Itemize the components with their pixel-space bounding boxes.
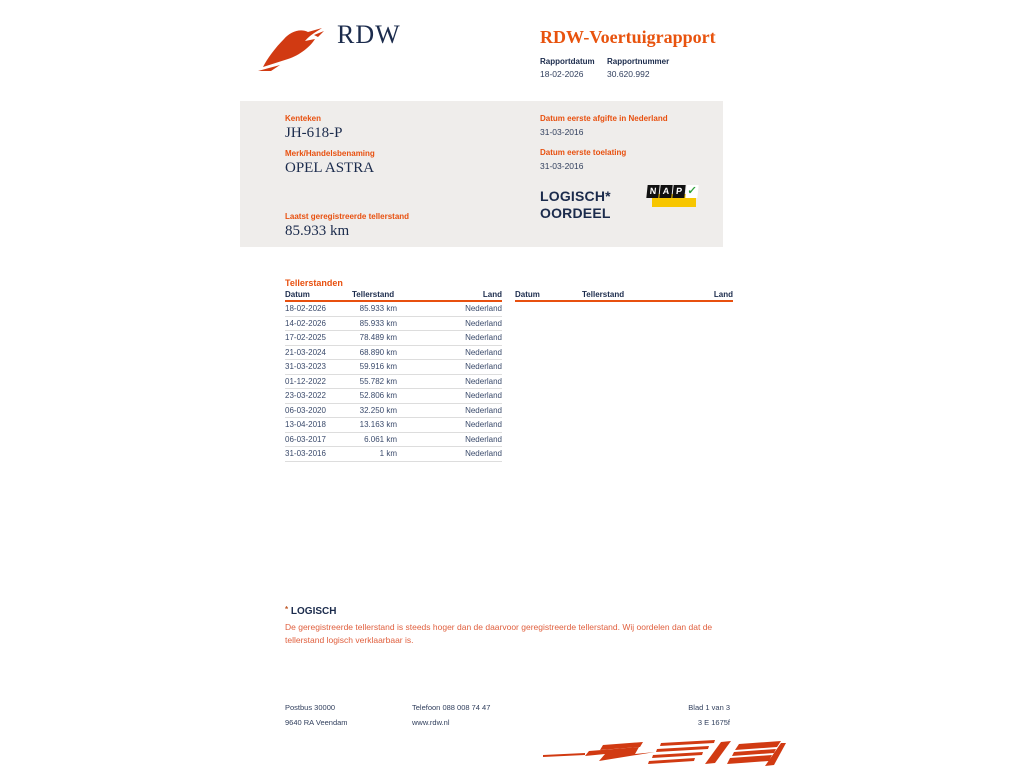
footnote-title-text: LOGISCH	[290, 606, 337, 617]
rdw-logo-icon	[258, 26, 334, 72]
tellerstand-label: Laatst geregistreerde tellerstand	[285, 212, 410, 221]
footnote-text: De geregistreerde tellerstand is steeds hoger dan de daarvoor geregistreerde tellerstand. Wij oordelen dan dat de tellerstand logisch verklaarbaar is.	[285, 622, 713, 645]
table-row: 21-03-2024 68.890 km Nederland	[285, 346, 502, 361]
eerste-toelating-label: Datum eerste toelating	[540, 148, 627, 157]
table-header	[515, 290, 733, 302]
col-header-tellerstand: Tellerstand	[352, 290, 395, 299]
nap-letter-a: A	[659, 185, 672, 198]
kenteken-label: Kenteken	[285, 114, 322, 123]
table-header	[285, 290, 502, 302]
table-row: 18-02-2026 85.933 km Nederland	[285, 302, 502, 317]
footer-contact	[412, 700, 490, 730]
col-header-land: Land	[713, 290, 733, 299]
eerste-toelating-value: 31-03-2016	[540, 161, 584, 171]
report-title: RDW-Voertuigrapport	[540, 27, 716, 47]
col-header-datum: Datum	[515, 290, 540, 299]
footer-phone: Telefoon 088 008 74 47	[412, 703, 491, 712]
table-row: 17-02-2025 78.489 km Nederland	[285, 331, 502, 346]
table-row: 01-12-2022 55.782 km Nederland	[285, 375, 502, 390]
kenteken-value: JH-618-P	[285, 125, 343, 141]
table-row: 06-03-2017 6.061 km Nederland	[285, 433, 502, 448]
table-row: 31-03-2023 59.916 km Nederland	[285, 360, 502, 375]
footer-address-line1: Postbus 30000	[285, 703, 336, 712]
tellerstanden-table-left	[285, 290, 502, 462]
rdw-logo-text: RDW	[337, 20, 401, 49]
nap-check-icon: ✓	[686, 185, 698, 197]
rdw-wing-stripes-graphic	[543, 739, 786, 768]
footer-page-info	[600, 700, 730, 730]
tellerstanden-title: Tellerstanden	[285, 278, 343, 288]
table-row: 06-03-2020 32.250 km Nederland	[285, 404, 502, 419]
report-date-label: Rapportdatum	[540, 57, 595, 66]
merk-label: Merk/Handelsbenaming	[285, 149, 375, 158]
footer-form-code: 3 E 1675f	[697, 718, 730, 727]
report-number-label: Rapportnummer	[607, 57, 670, 66]
nap-logo-icon	[647, 185, 699, 209]
col-header-datum: Datum	[285, 290, 310, 299]
table-row: 13-04-2018 13.163 km Nederland	[285, 418, 502, 433]
col-header-tellerstand: Tellerstand	[582, 290, 625, 299]
nap-letter-p: P	[672, 185, 685, 198]
table-row: 14-02-2026 85.933 km Nederland	[285, 317, 502, 332]
report-date-value: 18-02-2026	[540, 69, 584, 79]
verdict-line1: LOGISCH*	[540, 188, 611, 204]
footnote-asterisk: *	[285, 605, 289, 614]
verdict-text	[540, 188, 611, 222]
tellerstand-value: 85.933 km	[285, 223, 350, 239]
table-row: 23-03-2022 52.806 km Nederland	[285, 389, 502, 404]
eerste-afgifte-label: Datum eerste afgifte in Nederland	[540, 114, 668, 123]
col-header-land: Land	[482, 290, 502, 299]
footer-page-number: Blad 1 van 3	[688, 703, 730, 712]
table-row: 31-03-2016 1 km Nederland	[285, 447, 502, 462]
report-number-value: 30.620.992	[607, 69, 650, 79]
footer-website: www.rdw.nl	[412, 718, 450, 727]
footnote-title	[285, 605, 336, 617]
nap-letter-n: N	[646, 185, 659, 198]
footer-address	[285, 700, 348, 730]
tellerstanden-table-right	[515, 290, 733, 302]
footer-address-line2: 9640 RA Veendam	[285, 718, 348, 727]
verdict-line2: OORDEEL	[540, 205, 611, 221]
merk-value: OPEL ASTRA	[285, 160, 375, 176]
eerste-afgifte-value: 31-03-2016	[540, 127, 584, 137]
